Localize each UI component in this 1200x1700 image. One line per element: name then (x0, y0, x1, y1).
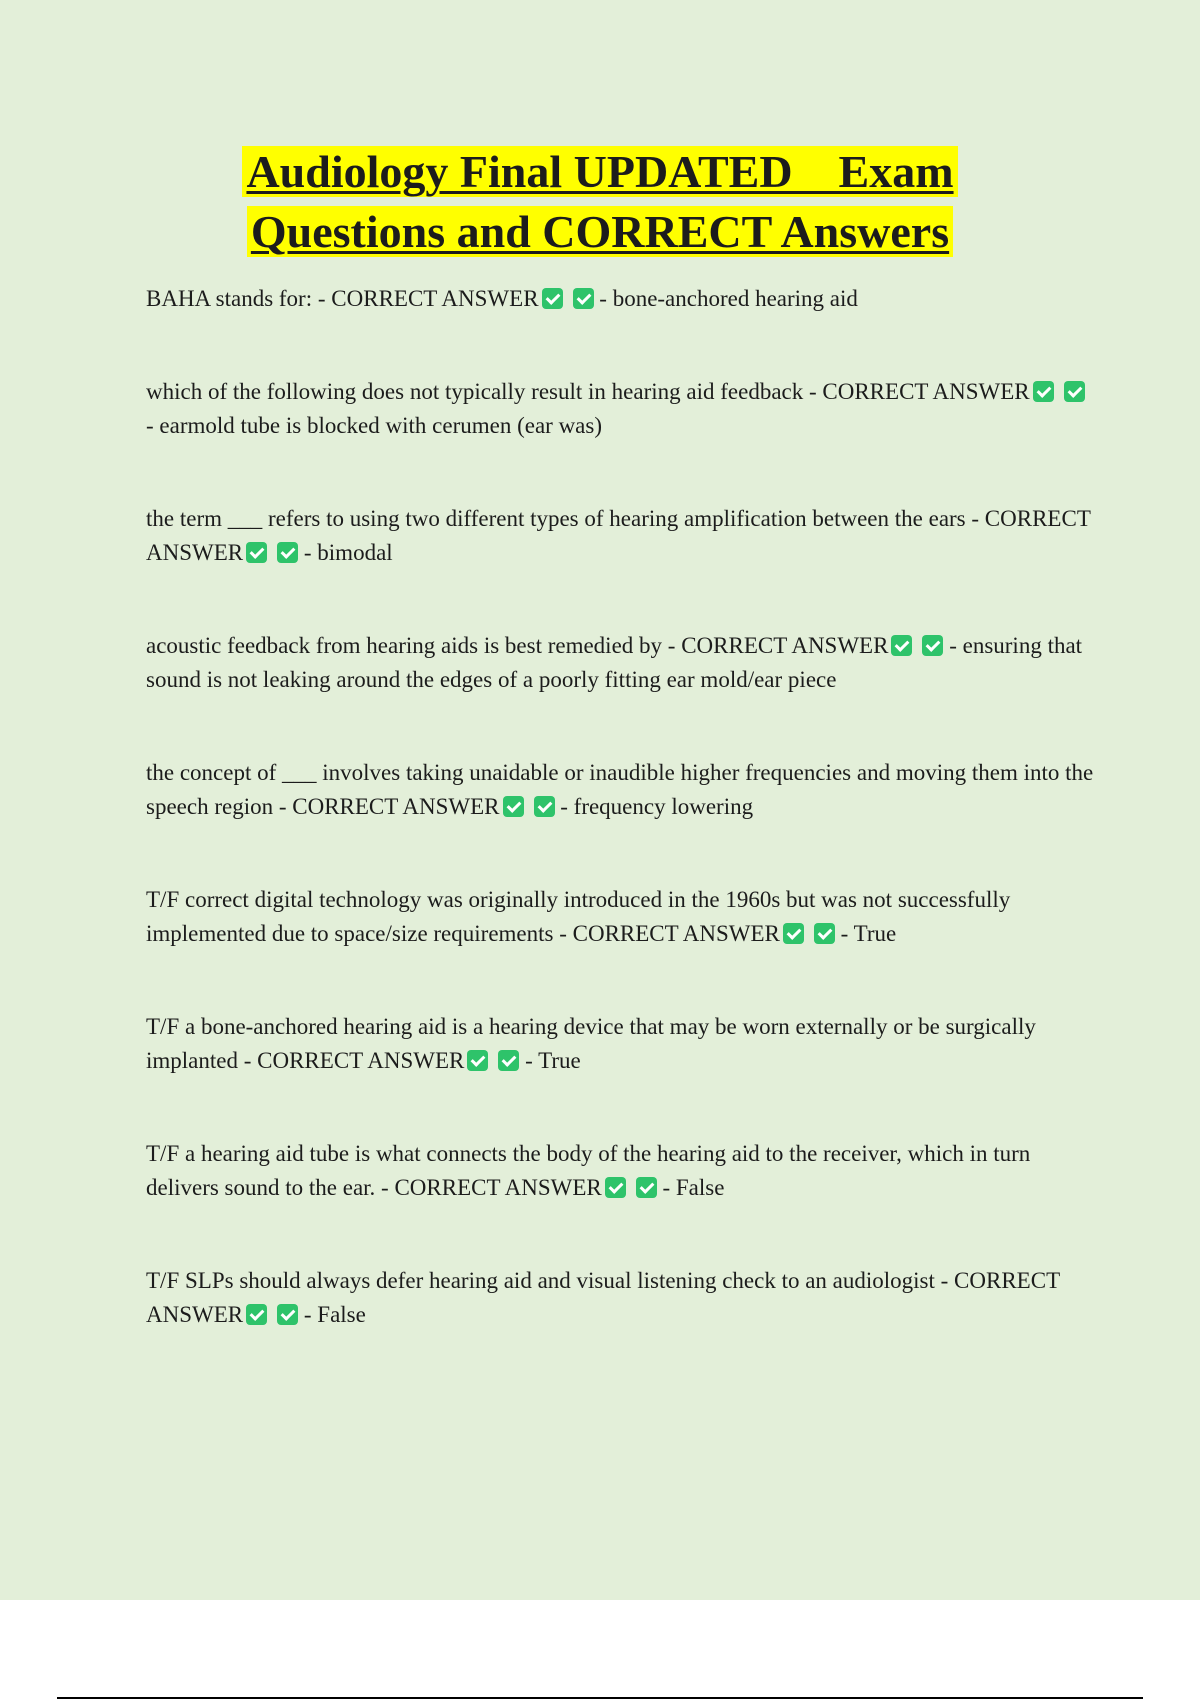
question-text: BAHA stands for: - (146, 286, 332, 311)
answer-text: - bimodal (303, 540, 393, 565)
qa-item (146, 1137, 1096, 1205)
question-text: which of the following does not typically result in hearing aid feedback - (146, 379, 823, 404)
answer-text: - True (840, 921, 897, 946)
title-line-2-text: Questions and CORRECT Answers (247, 206, 953, 257)
check-mark-icon (246, 542, 267, 563)
check-mark-icon (783, 923, 804, 944)
check-mark-icon (467, 1050, 488, 1071)
question-text: the term ___ refers to using two different types of hearing amplification between the ears - (146, 506, 985, 531)
check-mark-icon (277, 1304, 298, 1325)
answer-marker: CORRECT ANSWER (572, 921, 780, 946)
qa-item (146, 883, 1096, 951)
answer-text: - earmold tube is blocked with cerumen (ear was) (146, 413, 602, 438)
check-mark-icon (503, 796, 524, 817)
answer-text: - bone-anchored hearing aid (599, 286, 858, 311)
answer-marker: CORRECT ANSWER (146, 1268, 1060, 1327)
check-mark-icon (1033, 381, 1054, 402)
answer-text: - True (525, 1048, 581, 1073)
title-line-1 (242, 142, 957, 202)
check-mark-icon (891, 635, 912, 656)
answer-marker: CORRECT ANSWER (146, 506, 1091, 565)
check-mark-icon (922, 635, 943, 656)
qa-item (146, 502, 1096, 570)
answer-marker: CORRECT ANSWER (394, 1175, 602, 1200)
check-mark-icon (277, 542, 298, 563)
title-line-2 (247, 202, 953, 262)
check-mark-icon (605, 1177, 626, 1198)
answer-marker: CORRECT ANSWER (681, 633, 889, 658)
footer-divider (57, 1697, 1143, 1699)
question-text: T/F a bone-anchored hearing aid is a hearing device that may be worn externally or be surgically implanted - (146, 1014, 1036, 1073)
answer-text: - frequency lowering (560, 794, 754, 819)
question-text: acoustic feedback from hearing aids is best remedied by - (146, 633, 682, 658)
answer-text: - ensuring that sound is not leaking around the edges of a poorly fitting ear mold/ear piece (146, 633, 1083, 692)
qa-item (146, 756, 1096, 824)
check-mark-icon (1064, 381, 1085, 402)
check-mark-icon (534, 796, 555, 817)
answer-text: - False (303, 1302, 366, 1327)
qa-item (146, 629, 1096, 697)
qa-item (146, 1264, 1096, 1332)
question-text: T/F correct digital technology was originally introduced in the 1960s but was not successfully implemented due to space/size requirements - (146, 887, 1011, 946)
question-text: the concept of ___ involves taking unaidable or inaudible higher frequencies and moving them into the speech region - (146, 760, 1094, 819)
answer-marker: CORRECT ANSWER (822, 379, 1030, 404)
qa-item (146, 1010, 1096, 1078)
check-mark-icon (573, 288, 594, 309)
check-mark-icon (542, 288, 563, 309)
answer-marker: CORRECT ANSWER (292, 794, 500, 819)
qa-list (146, 282, 1096, 1332)
answer-marker: CORRECT ANSWER (257, 1048, 465, 1073)
check-mark-icon (814, 923, 835, 944)
question-text: T/F SLPs should always defer hearing aid and visual listening check to an audiologist - (146, 1268, 955, 1293)
question-text: T/F a hearing aid tube is what connects the body of the hearing aid to the receiver, which in turn delivers sound to the ear. - (146, 1141, 1031, 1200)
qa-item (146, 375, 1096, 443)
check-mark-icon (246, 1304, 267, 1325)
qa-item (146, 282, 1096, 316)
answer-text: - False (662, 1175, 725, 1200)
title-line-1-text: Audiology Final UPDATED Exam (242, 146, 957, 197)
check-mark-icon (636, 1177, 657, 1198)
answer-marker: CORRECT ANSWER (331, 286, 539, 311)
check-mark-icon (498, 1050, 519, 1071)
document-title (0, 142, 1200, 262)
